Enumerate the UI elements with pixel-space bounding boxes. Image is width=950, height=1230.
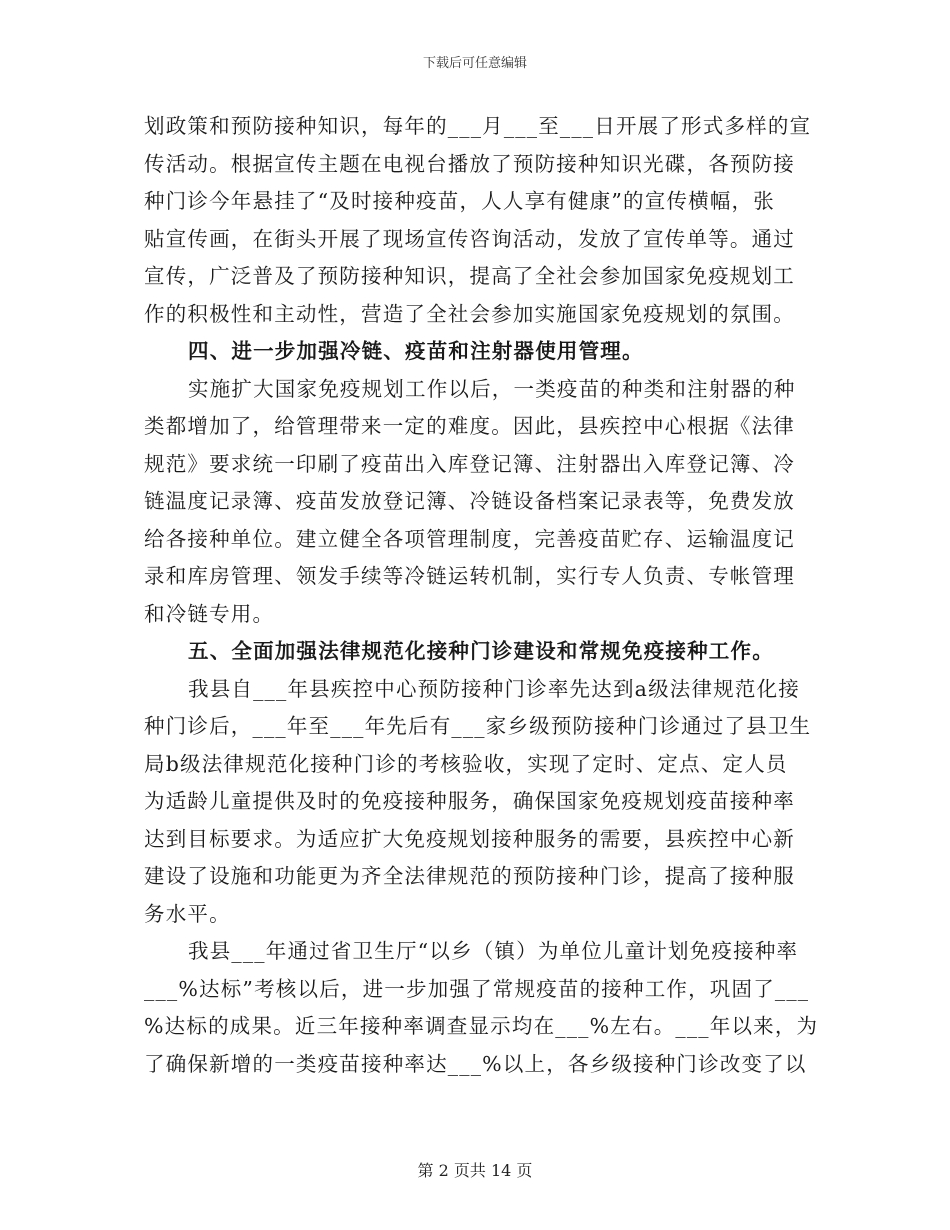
page-footer: 第 2 页共 14 页 [417, 1161, 533, 1180]
paragraph-line: %达标的成果。近三年接种率调查显示均在___%左右。___年以来，为 [144, 1014, 819, 1038]
paragraph-line: 建设了设施和功能更为齐全法律规范的预防接种门诊，提高了接种服 [144, 864, 795, 888]
paragraph-line: 录和库房管理、领发手续等冷链运转机制，实行专人负责、专帐管理 [144, 564, 795, 588]
paragraph-line: 宣传，广泛普及了预防接种知识，提高了全社会参加国家免疫规划工 [144, 264, 795, 288]
paragraph-line: 和冷链专用。 [144, 601, 275, 626]
paragraph-line: 种门诊今年悬挂了“及时接种疫苗，人人享有健康”的宣传横幅，张 [144, 189, 775, 213]
document-body [144, 108, 819, 1083]
paragraph-line: 划政策和预防接种知识，每年的___月___至___日开展了形式多样的宣 [144, 114, 812, 138]
paragraph-line: 类都增加了，给管理带来一定的难度。因此，县疾控中心根据《法律 [144, 414, 795, 438]
paragraph-line: 实施扩大国家免疫规划工作以后，一类疫苗的种类和注射器的种 [188, 376, 796, 401]
paragraph-line: 务水平。 [144, 901, 231, 926]
section-heading: 五、全面加强法律规范化接种门诊建设和常规免疫接种工作。 [188, 639, 774, 663]
paragraph-line: 我县___年通过省卫生厅“以乡（镇）为单位儿童计划免疫接种率 [188, 939, 799, 963]
paragraph-line: 局b级法律规范化接种门诊的考核验收，实现了定时、定点、定人员 [144, 751, 788, 776]
paragraph-line: 为适龄儿童提供及时的免疫接种服务，确保国家免疫规划疫苗接种率 [144, 789, 795, 813]
paragraph-line: 达到目标要求。为适应扩大免疫规划接种服务的需要，县疾控中心新 [144, 826, 795, 851]
page-header: 下载后可任意编辑 [422, 56, 527, 71]
paragraph-line: 给各接种单位。建立健全各项管理制度，完善疫苗贮存、运输温度记 [144, 526, 795, 551]
paragraph-line: ___%达标”考核以后，进一步加强了常规疫苗的接种工作，巩固了___ [144, 976, 810, 1001]
paragraph-line: 我县自___年县疾控中心预防接种门诊率先达到a级法律规范化接 [188, 676, 800, 701]
paragraph-line: 种门诊后，___年至___年先后有___家乡级预防接种门诊通过了县卫生 [144, 714, 812, 738]
paragraph-line: 贴宣传画，在街头开展了现场宣传咨询活动，发放了宣传单等。通过 [144, 226, 795, 251]
paragraph-line: 了确保新增的一类疫苗接种率达___%以上，各乡级接种门诊改变了以 [144, 1051, 807, 1076]
paragraph-line: 传活动。根据宣传主题在电视台播放了预防接种知识光碟，各预防接 [144, 151, 795, 176]
paragraph-line: 链温度记录簿、疫苗发放登记簿、冷链设备档案记录表等，免费发放 [144, 489, 795, 513]
paragraph-line: 规范》要求统一印刷了疫苗出入库登记簿、注射器出入库登记簿、冷 [144, 451, 795, 476]
paragraph-line: 作的积极性和主动性，营造了全社会参加实施国家免疫规划的氛围。 [144, 301, 795, 326]
section-heading: 四、进一步加强冷链、疫苗和注射器使用管理。 [188, 339, 644, 363]
